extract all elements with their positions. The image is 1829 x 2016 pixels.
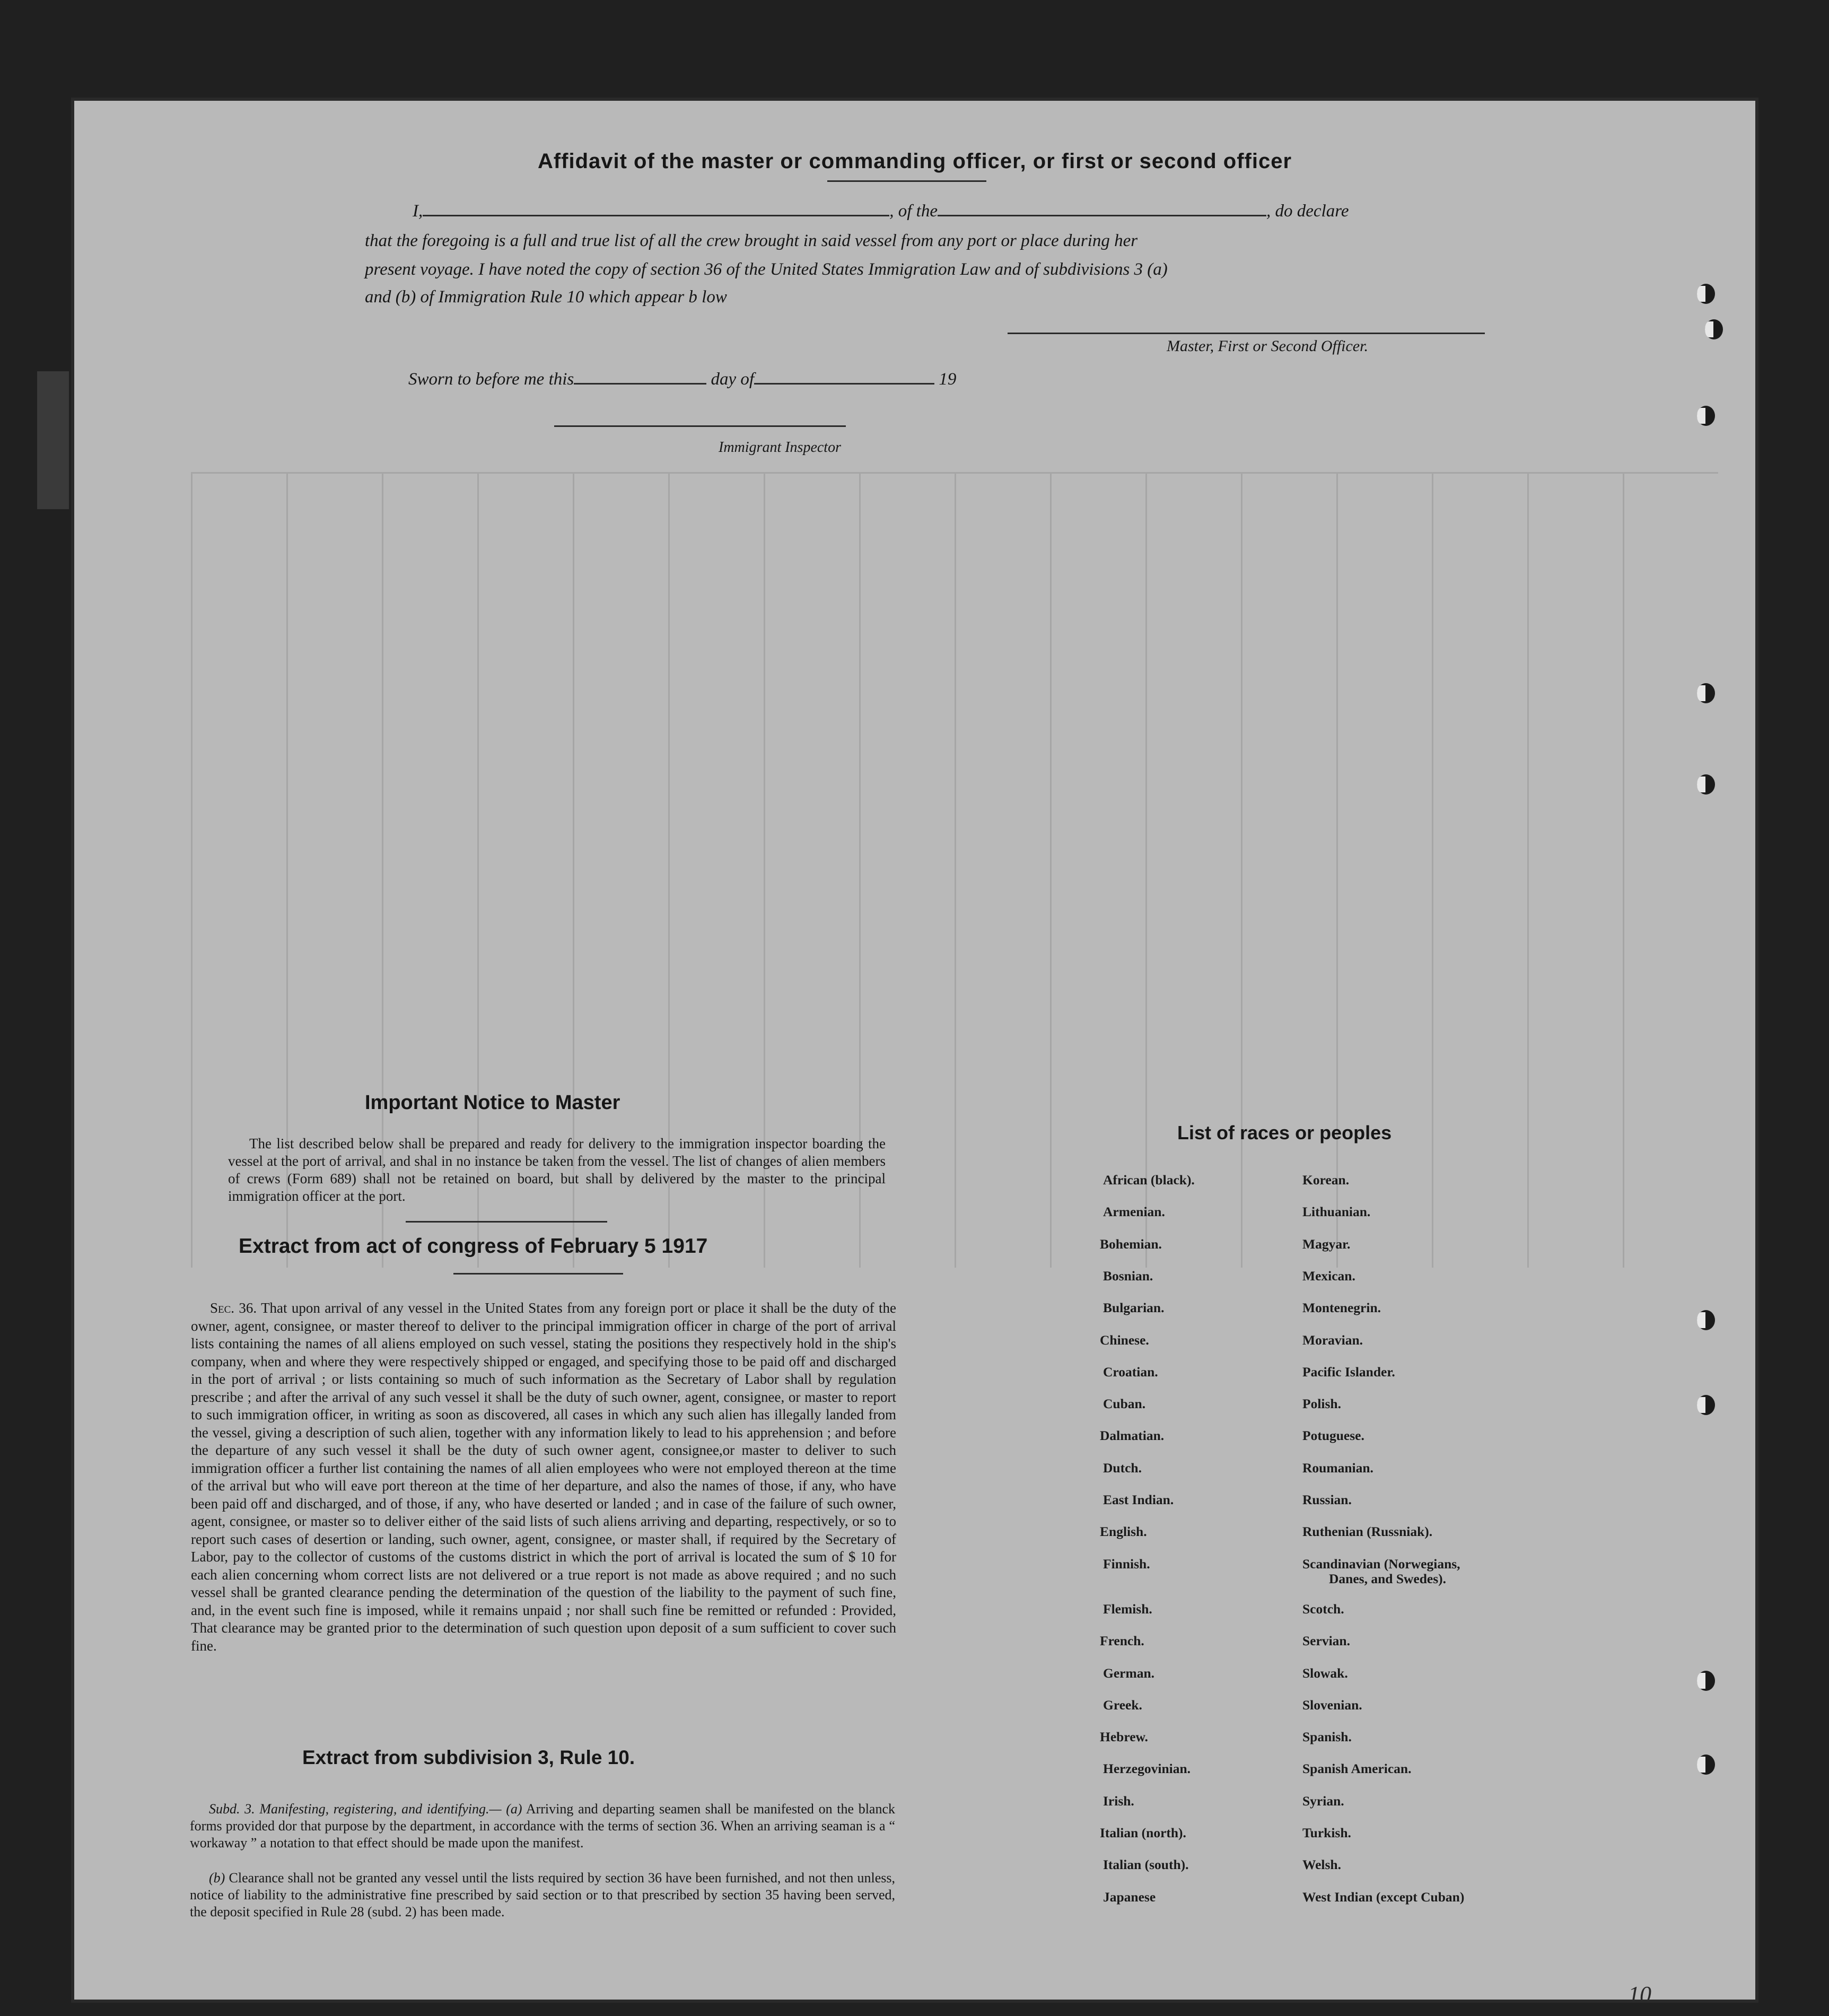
race-item-left: Greek. xyxy=(1103,1697,1142,1713)
affidavit-text-line-4: and (b) of Immigration Rule 10 which appear b low xyxy=(365,287,727,307)
vessel-name-blank[interactable] xyxy=(938,215,1266,216)
race-item-right: Scandinavian (Norwegians, xyxy=(1302,1556,1460,1572)
sworn-day-blank[interactable] xyxy=(574,383,706,385)
affidavit-declaration-line xyxy=(413,202,1349,221)
race-item-right: Mexican. xyxy=(1302,1268,1355,1284)
race-item-left: African (black). xyxy=(1103,1172,1195,1188)
race-item-right: Pacific Islander. xyxy=(1302,1364,1395,1380)
race-item-left: Finnish. xyxy=(1103,1556,1150,1572)
punch-hole xyxy=(1697,1755,1715,1775)
punch-hole xyxy=(1697,1671,1715,1691)
race-item-right: Potuguese. xyxy=(1302,1428,1364,1444)
race-item-left: Irish. xyxy=(1103,1793,1134,1809)
extract-act-body xyxy=(191,1299,896,1655)
race-item-left: Flemish. xyxy=(1103,1601,1152,1617)
race-item-right: Slowak. xyxy=(1302,1665,1348,1681)
race-item-left: Japanese xyxy=(1103,1889,1156,1905)
punch-hole xyxy=(1697,774,1715,795)
race-item-right: Korean. xyxy=(1302,1172,1350,1188)
race-item-right: Moravian. xyxy=(1302,1332,1363,1348)
notice-title: Important Notice to Master xyxy=(365,1092,620,1114)
rule-a-label: Subd. 3. Manifesting, registering, and identifying.— (a) xyxy=(209,1801,522,1817)
race-item-left: Italian (north). xyxy=(1100,1825,1186,1840)
race-item-right: Lithuanian. xyxy=(1302,1204,1371,1220)
inspector-signature-blank[interactable] xyxy=(554,425,846,427)
sworn-prefix: Sworn to before me this xyxy=(408,370,574,389)
race-item-left: Hebrew. xyxy=(1100,1729,1148,1745)
race-item-left: Italian (south). xyxy=(1103,1857,1189,1873)
title-underline xyxy=(827,180,986,182)
race-item-right: Polish. xyxy=(1302,1396,1341,1412)
sworn-line xyxy=(408,370,956,389)
rule-b-text: Clearance shall not be granted any vessel until the lists required by section 36 have been furnished, and not then unless, notice of liability to the administrative fine prescribed by said section or to that prescribed by section 35 having been served, the deposit specified in Rule 28 (subd. 2) has been made. xyxy=(190,1870,896,1919)
race-item-left: Bulgarian. xyxy=(1103,1300,1165,1316)
race-item-right: Turkish. xyxy=(1302,1825,1351,1840)
punch-hole xyxy=(1697,1310,1715,1330)
sworn-year: 19 xyxy=(939,370,957,389)
section-text: That upon arrival of any vessel in the United States from any foreign port or place it shall be the duty of the owner, agent, consignee, or master thereof to deliver to the principal immigration officer in charge of the port of arrival lists containing the names of all aliens employed on such vessel, stating the positions they respectively hold in the ship's company, when and where they were respectively shipped or engaged, and specifying those to be paid off and discharged in the port of arrival ; or lists containing so much of such information as the Secretary of Labor shall by regulation prescribe ; and after the arrival of any such vessel it shall be the duty of such owner, agent, consignee, or master to report to such immigration officer, in writing as soon as discovered, all cases in which any such alien has illegally landed from the vessel, giving a description of such alien, together with any information likely to lead to his apprehension ; and before the departure of any such vessel it shall be the duty of such owner agent, consignee,or master to deliver to such immigration officer a further list containing the names of all alien employees who were not employed thereon at the time of the arrival but who will eave port thereon at the time of her departure, and also the names of those, if any, who have been paid off and discharged, and of those, if any, who have deserted or landed ; and in case of the failure of such owner, agent, consignee, or master so to deliver either of the said lists of such aliens arriving and departing, respectively, or so to report such cases of desertion or landing, such owner, agent, consignee, or master shall, if required by the Secretary of Labor, pay to the collector of customs of the customs district in which the port of arrival is located the sum of $ 10 for each alien concerning whom correct lists are not delivered or a true report is not made as above required ; and no such vessel shall be granted clearance pending the determination of the question of the liability to the payment of such fine, and, in the event such fine is imposed, while it remains unpaid ; nor shall such fine be remitted or refunded : Provided, That clearance may be granted prior to the determination of such question upon deposit of a sum sufficient to cover such fine. xyxy=(191,1300,896,1654)
master-signature-blank[interactable] xyxy=(1008,333,1485,334)
race-item-right: Magyar. xyxy=(1302,1236,1351,1252)
notice-divider xyxy=(406,1221,607,1223)
race-item-left: Dutch. xyxy=(1103,1460,1142,1476)
declarant-prefix: I, xyxy=(413,202,423,221)
extract-act-title: Extract from act of congress of February 5 1917 xyxy=(239,1235,708,1258)
rule-paragraph-a xyxy=(190,1801,895,1852)
declarant-name-blank[interactable] xyxy=(423,215,889,216)
declare-text: , do declare xyxy=(1266,202,1349,221)
punch-hole xyxy=(1705,319,1723,339)
race-item-right: Syrian. xyxy=(1302,1793,1344,1809)
page-number: 10 xyxy=(1628,1982,1651,2008)
race-item-right: Servian. xyxy=(1302,1633,1350,1649)
race-item-left: Bohemian. xyxy=(1100,1236,1162,1252)
race-item-left: East Indian. xyxy=(1103,1492,1174,1507)
rule-paragraph-b xyxy=(190,1870,895,1921)
sworn-month-blank[interactable] xyxy=(754,383,934,385)
punch-hole xyxy=(1697,1395,1715,1415)
race-item-right: Scotch. xyxy=(1302,1601,1344,1617)
master-signature-label: Master, First or Second Officer. xyxy=(1167,337,1368,355)
race-item-right: Russian. xyxy=(1302,1492,1352,1507)
race-item-right: West Indian (except Cuban) xyxy=(1302,1889,1465,1905)
race-item-left: Chinese. xyxy=(1100,1332,1149,1348)
race-item-right: Montenegrin. xyxy=(1302,1300,1381,1316)
affidavit-text-line-2: that the foregoing is a full and true list of all the crew brought in said vessel from any port or place during her xyxy=(365,231,1138,250)
section-label: Sec. 36. xyxy=(210,1300,257,1316)
race-item-left: French. xyxy=(1100,1633,1144,1649)
race-item-right: Spanish. xyxy=(1302,1729,1352,1745)
race-item-right: Danes, and Swedes). xyxy=(1329,1570,1447,1586)
punch-hole xyxy=(1697,683,1715,703)
rule-b-label: (b) xyxy=(209,1870,225,1886)
race-item-right: Welsh. xyxy=(1302,1857,1341,1873)
race-item-right: Roumanian. xyxy=(1302,1460,1373,1476)
inspector-label: Immigrant Inspector xyxy=(719,439,841,456)
notice-body: The list described below shall be prepared and ready for delivery to the immigration inspector boarding the vessel at the port of arrival, and shal in no instance be taken from the vessel. The list of changes of alien members of crews (Form 689) shall not be retained on board, but shall by delivered by the master to the principal immigration officer at the port. xyxy=(228,1136,886,1204)
vessel-prefix: , of the xyxy=(889,202,938,221)
sworn-day-of: day of xyxy=(711,370,755,389)
left-edge-strip xyxy=(37,371,69,509)
race-item-left: Bosnian. xyxy=(1103,1268,1153,1284)
punch-hole xyxy=(1697,284,1715,304)
race-item-left: German. xyxy=(1103,1665,1155,1681)
document-page xyxy=(74,101,1755,2000)
race-item-right: Slovenian. xyxy=(1302,1697,1362,1713)
races-title: List of races or peoples xyxy=(1177,1122,1392,1144)
affidavit-text-line-3: present voyage. I have noted the copy of section 36 of the United States Immigration Law and of subdivisions 3 (a) xyxy=(365,260,1168,279)
race-item-left: Cuban. xyxy=(1103,1396,1146,1412)
extract-rule-title: Extract from subdivision 3, Rule 10. xyxy=(302,1747,635,1768)
race-item-right: Ruthenian (Russniak). xyxy=(1302,1524,1433,1540)
race-item-left: Herzegovinian. xyxy=(1103,1761,1191,1777)
race-item-left: Croatian. xyxy=(1103,1364,1158,1380)
race-item-left: English. xyxy=(1100,1524,1147,1540)
punch-hole xyxy=(1697,406,1715,426)
rule-a-text: Arriving and departing seamen shall be manifested on the blanck forms provided dor that purpose by the department, in accordance with the terms of section 36. When an arriving seaman is a “ workaway ” a notation to that effect should be made upon the manifest. xyxy=(190,1801,895,1851)
extract-act-underline xyxy=(453,1273,623,1275)
affidavit-title: Affidavit of the master or commanding officer, or first or second officer xyxy=(537,150,1292,173)
race-item-right: Spanish American. xyxy=(1302,1761,1412,1777)
race-item-left: Armenian. xyxy=(1103,1204,1165,1220)
race-item-left: Dalmatian. xyxy=(1100,1428,1165,1444)
